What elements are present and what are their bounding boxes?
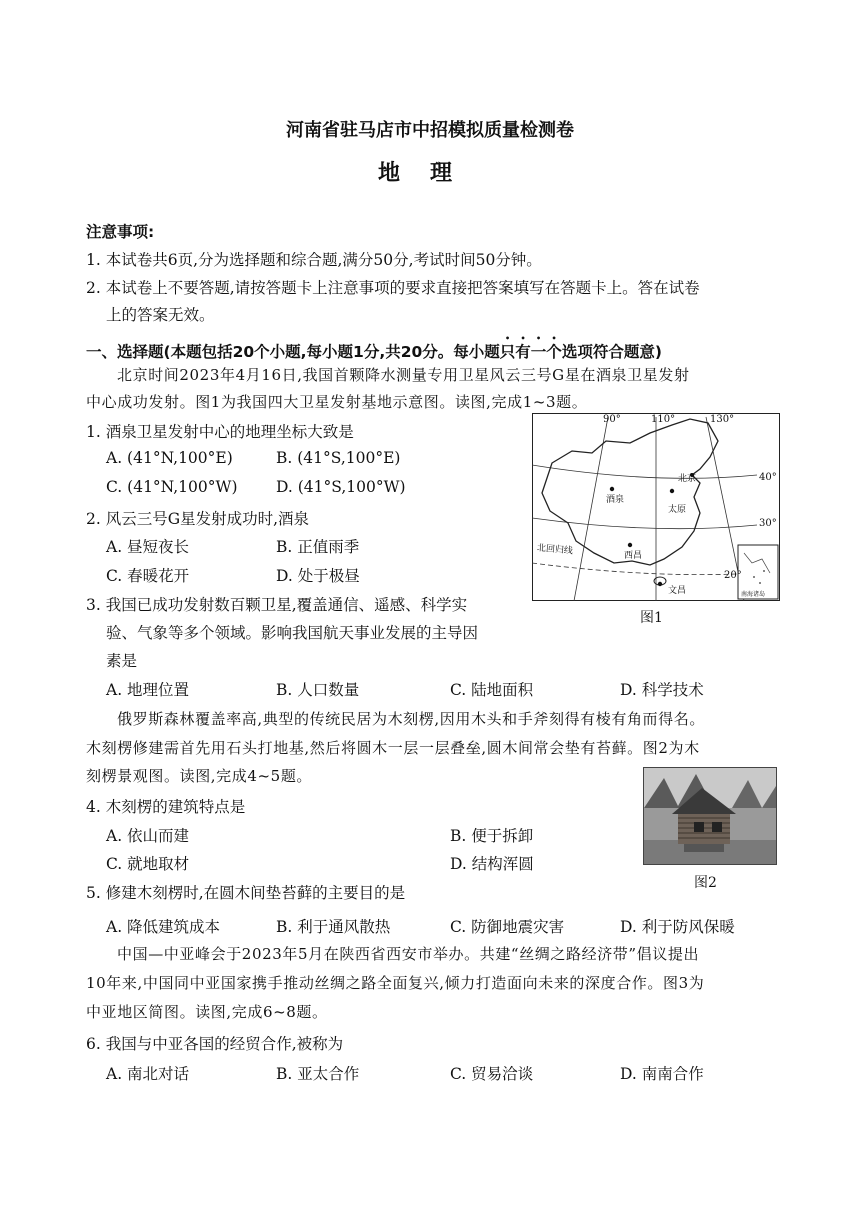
tropic-of-cancer-label: 北回归线	[536, 543, 574, 557]
q3-option-d: D. 科学技术	[620, 681, 704, 699]
lat-label-30: 30°	[759, 518, 777, 529]
q1-option-b: B. (41°S,100°E)	[276, 449, 401, 467]
city-jiuquan: 酒泉	[606, 495, 625, 505]
passage1-line2: 中心成功发射。图1为我国四大卫星发射基地示意图。读图,完成1~3题。	[86, 393, 588, 411]
q4-stem: 4. 木刻楞的建筑特点是	[86, 798, 246, 816]
q3-stem-line2: 验、气象等多个领域。影响我国航天事业发展的主导因	[106, 624, 479, 642]
section-heading	[86, 334, 662, 362]
section-heading-part-a: 一、选择题(本题包括20个小题,每小题1分,共20分。每小题	[86, 343, 500, 361]
city-beijing: 北京	[678, 474, 697, 484]
q5-option-a: A. 降低建筑成本	[106, 918, 221, 936]
q5-option-c: C. 防御地震灾害	[450, 918, 565, 936]
q3-option-c: C. 陆地面积	[450, 681, 534, 699]
q1-option-c: C. (41°N,100°W)	[106, 478, 238, 496]
q2-option-b: B. 正值雨季	[276, 538, 360, 556]
section-heading-emphasis: 只有一个	[499, 343, 562, 361]
q4-option-a: A. 依山而建	[106, 827, 190, 845]
note-item-2: 2. 本试卷上不要答题,请按答题卡上注意事项的要求直接把答案填写在答题卡上。答在试卷	[86, 279, 700, 297]
q5-stem: 5. 修建木刻楞时,在圆木间垫苔藓的主要目的是	[86, 884, 406, 902]
passage3-line1: 中国—中亚峰会于2023年5月在陕西省西安市举办。共建“丝绸之路经济带”倡议提出	[117, 945, 700, 963]
q1-option-d: D. (41°S,100°W)	[276, 478, 406, 496]
q1-option-a: A. (41°N,100°E)	[106, 449, 233, 467]
inset-label: 南海诸岛	[741, 591, 766, 598]
exam-title: 河南省驻马店市中招模拟质量检测卷	[286, 120, 574, 141]
q6-option-d: D. 南南合作	[620, 1065, 704, 1083]
lat-label-40: 40°	[759, 472, 777, 483]
q2-option-c: C. 春暖花开	[106, 567, 190, 585]
q3-stem-line1: 3. 我国已成功发射数百颗卫星,覆盖通信、遥感、科学实	[86, 596, 468, 614]
notes-heading: 注意事项:	[86, 223, 155, 241]
passage2-line2: 木刻楞修建需首先用石头打地基,然后将圆木一层一层叠垒,圆木间常会垫有苔藓。图2为木	[86, 739, 700, 757]
city-xichang: 西昌	[624, 551, 643, 561]
log-cabin-photo	[643, 767, 777, 865]
passage3-line3: 中亚地区简图。读图,完成6~8题。	[86, 1003, 328, 1021]
q6-option-b: B. 亚太合作	[276, 1065, 360, 1083]
q2-option-a: A. 昼短夜长	[106, 538, 190, 556]
q6-option-c: C. 贸易洽谈	[450, 1065, 534, 1083]
city-taiyuan: 太原	[668, 505, 687, 515]
subject-title: 地理	[377, 161, 482, 186]
q2-option-d: D. 处于极昼	[276, 567, 360, 585]
passage3-line2: 10年来,中国同中亚国家携手推动丝绸之路全面复兴,倾力打造面向未来的深度合作。图3为	[86, 974, 705, 992]
lon-label-90: 90°	[603, 414, 621, 425]
note-item-1: 1. 本试卷共6页,分为选择题和综合题,满分50分,考试时间50分钟。	[86, 251, 542, 269]
q6-option-a: A. 南北对话	[106, 1065, 190, 1083]
q1-stem: 1. 酒泉卫星发射中心的地理坐标大致是	[86, 423, 354, 441]
lon-label-130: 130°	[710, 414, 735, 425]
q5-option-d: D. 利于防风保暖	[620, 918, 735, 936]
q3-option-b: B. 人口数量	[276, 681, 360, 699]
section-heading-part-b: 选项符合题意)	[561, 343, 662, 361]
q4-option-b: B. 便于拆卸	[450, 827, 534, 845]
lon-label-110: 110°	[651, 414, 676, 425]
satellite-base-map	[532, 413, 780, 601]
q2-stem: 2. 风云三号G星发射成功时,酒泉	[86, 510, 310, 528]
q3-stem-line3: 素是	[106, 652, 138, 670]
q4-option-c: C. 就地取材	[106, 855, 190, 873]
city-wenchang: 文昌	[668, 586, 687, 596]
figure2-caption: 图2	[694, 875, 717, 891]
note-item-2-cont: 上的答案无效。	[106, 306, 215, 324]
q5-option-b: B. 利于通风散热	[276, 918, 391, 936]
q3-option-a: A. 地理位置	[106, 681, 190, 699]
passage1-line1: 北京时间2023年4月16日,我国首颗降水测量专用卫星风云三号G星在酒泉卫星发射	[117, 366, 690, 384]
lat-label-20: 20°	[724, 570, 742, 581]
q6-stem: 6. 我国与中亚各国的经贸合作,被称为	[86, 1035, 344, 1053]
passage2-line1: 俄罗斯森林覆盖率高,典型的传统民居为木刻楞,因用木头和手斧刻得有棱有角而得名。	[117, 710, 705, 728]
passage2-line3: 刻楞景观图。读图,完成4~5题。	[86, 767, 313, 785]
figure1-caption: 图1	[640, 610, 663, 626]
q4-option-d: D. 结构浑圆	[450, 855, 534, 873]
